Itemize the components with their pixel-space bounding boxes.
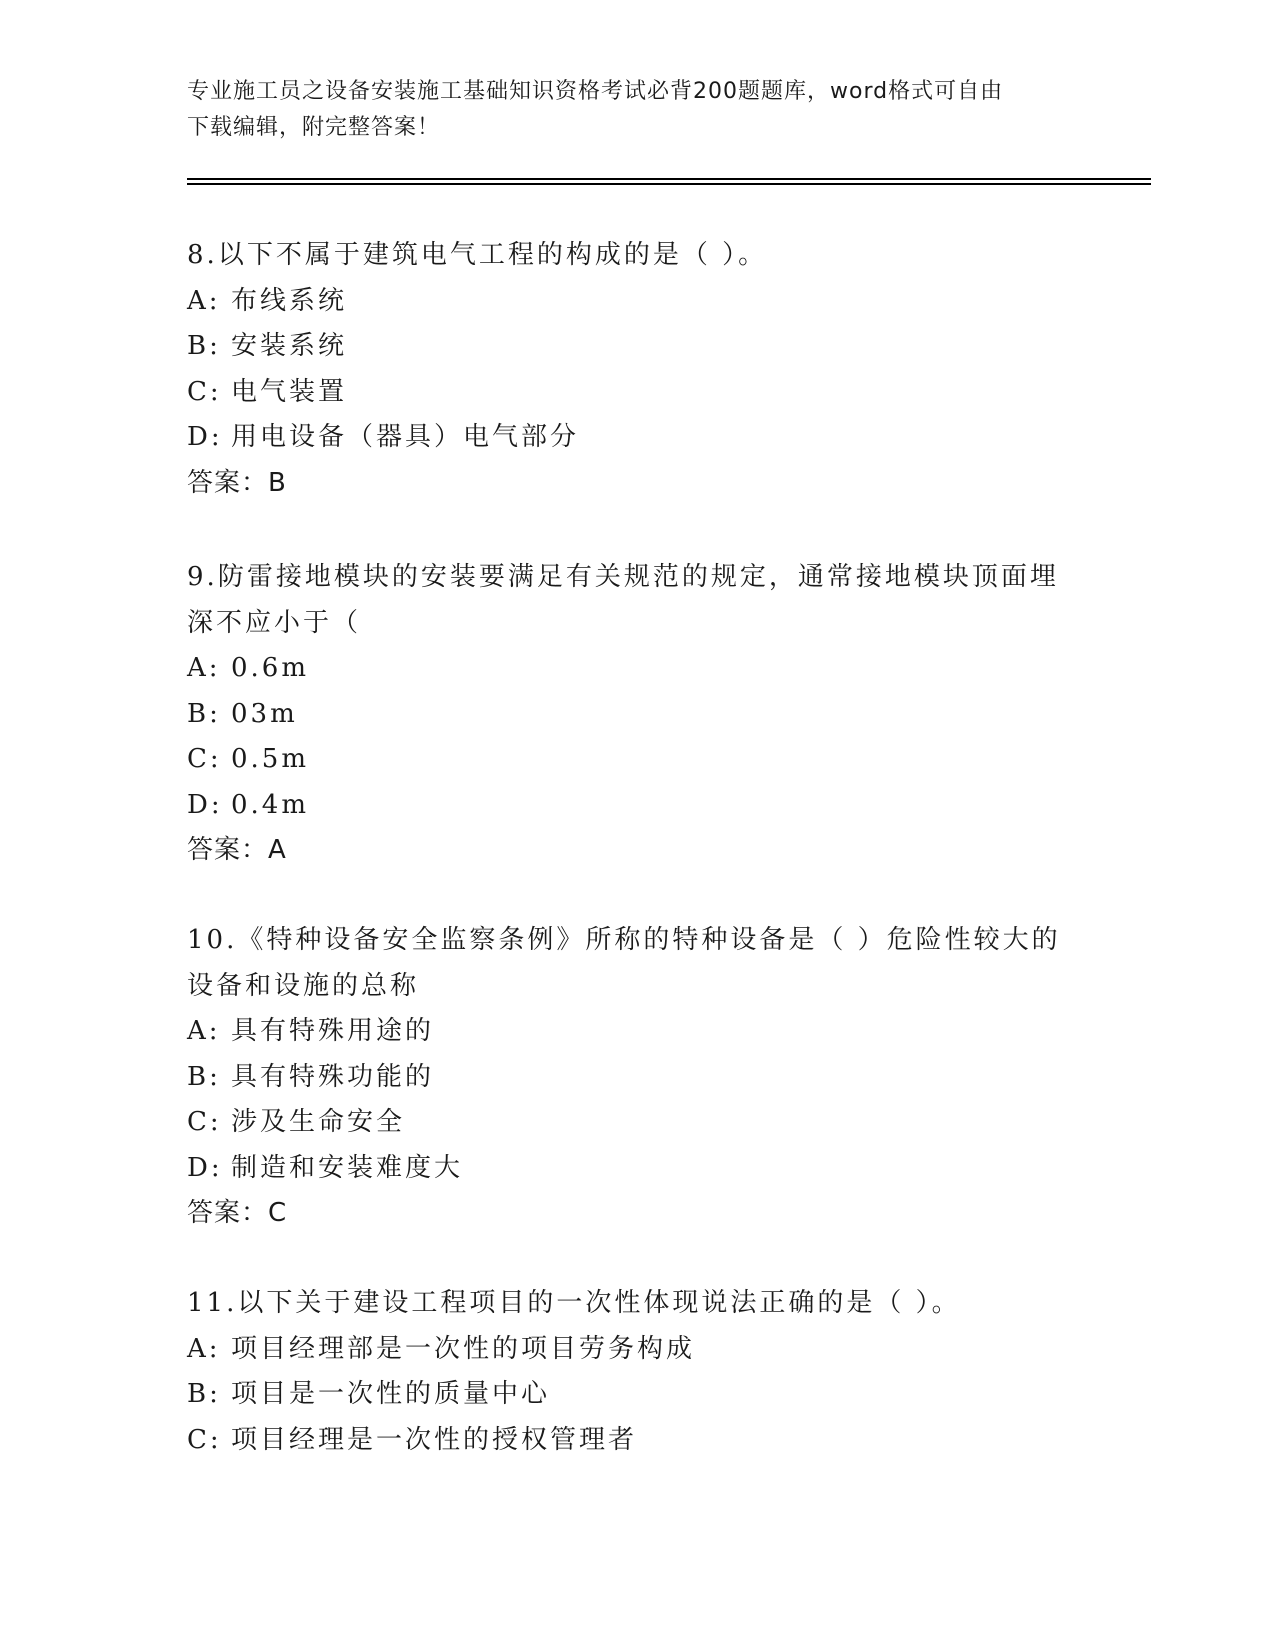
question-stem-line: 防雷接地模块的安装要满足有关规范的规定，通常接地模块顶面埋 — [217, 562, 1059, 592]
question-stem-line: 以下不属于建筑电气工程的构成的是（ ）。 — [217, 240, 768, 270]
answer-line: 答案：B — [187, 467, 287, 498]
question-number: 11. — [187, 1288, 238, 1318]
option-letter: C: — [187, 1107, 222, 1137]
option-b — [187, 324, 1087, 370]
question-8 — [187, 233, 1087, 506]
option-letter: D: — [187, 789, 223, 820]
question-stem-continuation: 深不应小于（ — [187, 607, 362, 638]
option-c — [187, 1100, 1087, 1146]
document-header — [187, 74, 1067, 146]
option-letter: B: — [187, 698, 221, 729]
option-b — [187, 1372, 1087, 1418]
option-a — [187, 1009, 1087, 1055]
question-9 — [187, 555, 1087, 874]
option-text: 具有特殊用途的 — [231, 1016, 435, 1046]
header-title-line-2: 下载编辑，附完整答案！ — [187, 115, 441, 140]
header-divider-bottom — [187, 183, 1151, 185]
answer-line: 答案：A — [187, 835, 287, 865]
option-text: 0.5m — [231, 744, 310, 774]
option-letter: C: — [187, 376, 222, 407]
option-a — [187, 646, 1087, 692]
question-stem — [187, 233, 1087, 279]
option-text: 项目经理部是一次性的项目劳务构成 — [231, 1333, 696, 1364]
option-text: 0.4m — [231, 789, 310, 820]
question-10 — [187, 918, 1087, 1237]
option-b — [187, 1055, 1087, 1101]
option-text: 安装系统 — [231, 331, 348, 361]
option-letter: A: — [187, 1333, 221, 1364]
option-text: 项目经理是一次性的授权管理者 — [231, 1424, 638, 1455]
option-text: 项目是一次性的质量中心 — [231, 1379, 551, 1409]
option-letter: D: — [187, 1152, 223, 1183]
option-d — [187, 1146, 1087, 1192]
option-text: 电气装置 — [231, 376, 348, 407]
question-number: 10. — [187, 925, 238, 955]
option-letter: A: — [187, 1016, 221, 1046]
option-letter: A: — [187, 653, 221, 683]
question-stem-line: 以下关于建设工程项目的一次性体现说法正确的是（ ）。 — [237, 1288, 961, 1318]
header-divider-top — [187, 178, 1151, 180]
option-text: 制造和安装难度大 — [231, 1152, 464, 1183]
option-a — [187, 1327, 1087, 1373]
option-letter: B: — [187, 1379, 221, 1409]
option-b — [187, 692, 1087, 738]
question-stem — [187, 1281, 1087, 1327]
option-text: 用电设备（器具）电气部分 — [231, 422, 580, 452]
option-c — [187, 370, 1087, 416]
option-letter: C: — [187, 744, 222, 774]
option-c — [187, 1418, 1087, 1464]
question-stem — [187, 918, 1087, 964]
answer-line: 答案：C — [187, 1198, 288, 1228]
question-11 — [187, 1281, 1087, 1463]
option-letter: D: — [187, 422, 223, 452]
option-letter: B: — [187, 331, 221, 361]
option-letter: B: — [187, 1061, 221, 1092]
option-letter: C: — [187, 1424, 222, 1455]
header-title-line-1: 专业施工员之设备安装施工基础知识资格考试必背200题题库，word格式可自由 — [187, 79, 1004, 104]
option-c — [187, 737, 1087, 783]
option-text: 03m — [231, 698, 298, 729]
option-a — [187, 279, 1087, 325]
question-number: 8. — [187, 240, 218, 270]
option-d — [187, 415, 1087, 461]
question-number: 9. — [187, 562, 218, 592]
option-text: 涉及生命安全 — [231, 1107, 406, 1137]
option-d — [187, 783, 1087, 829]
option-text: 布线系统 — [231, 285, 348, 316]
option-text: 0.6m — [231, 653, 310, 683]
question-stem-continuation: 设备和设施的总称 — [187, 970, 420, 1001]
question-stem — [187, 555, 1087, 601]
option-text: 具有特殊功能的 — [231, 1061, 435, 1092]
question-stem-line: 《特种设备安全监察条例》所称的特种设备是（ ）危险性较大的 — [237, 925, 1061, 955]
option-letter: A: — [187, 285, 221, 316]
